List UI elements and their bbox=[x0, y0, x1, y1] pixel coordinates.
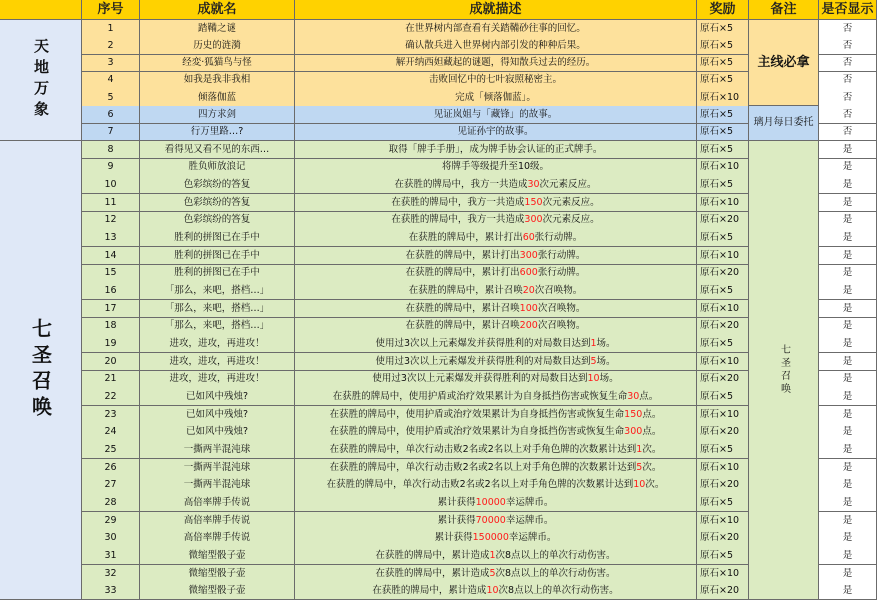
description-highlight-number: 150000 bbox=[472, 532, 509, 544]
row-index: 16 bbox=[82, 282, 140, 300]
row-reward: 原石×5 bbox=[697, 335, 749, 353]
description-text: 完成「倾落伽蓝」。 bbox=[455, 91, 536, 103]
description-text: 场。 bbox=[596, 355, 616, 367]
row-name: 「那么，来吧，搭档…」 bbox=[140, 282, 295, 300]
row-index: 33 bbox=[82, 582, 140, 600]
row-index: 10 bbox=[82, 176, 140, 194]
row-reward: 原石×10 bbox=[697, 300, 749, 318]
row-reward: 原石×5 bbox=[697, 20, 749, 38]
note-liyue-daily: 璃月每日委托 bbox=[749, 106, 819, 141]
row-reward: 原石×20 bbox=[697, 476, 749, 494]
row-description bbox=[295, 229, 697, 247]
row-shown: 否 bbox=[819, 124, 877, 142]
description-text: 次。 bbox=[642, 461, 662, 473]
row-reward: 原石×10 bbox=[697, 89, 749, 107]
description-text: 场。 bbox=[599, 373, 619, 385]
description-text: 张行动牌。 bbox=[537, 249, 586, 261]
description-text: 点。 bbox=[642, 426, 662, 438]
description-text: 次8点以上的单次行动伤害。 bbox=[495, 567, 616, 579]
row-shown: 是 bbox=[819, 353, 877, 371]
description-text: 次元素反应。 bbox=[539, 179, 597, 191]
row-description bbox=[295, 547, 697, 565]
description-highlight-number: 150 bbox=[624, 408, 643, 420]
description-text: 在世界树内部查看有关踏鞴砂往事的回忆。 bbox=[405, 22, 586, 34]
description-text: 次。 bbox=[645, 479, 665, 491]
row-shown: 是 bbox=[819, 159, 877, 177]
description-highlight-number: 1 bbox=[636, 443, 643, 455]
row-shown: 是 bbox=[819, 388, 877, 406]
group-label: 天地万象 bbox=[32, 38, 50, 122]
row-description bbox=[295, 476, 697, 494]
row-shown: 是 bbox=[819, 423, 877, 441]
description-highlight-number: 150 bbox=[524, 196, 543, 208]
row-description bbox=[295, 72, 697, 90]
header-reward: 奖励 bbox=[697, 0, 749, 20]
row-shown: 是 bbox=[819, 247, 877, 265]
row-description bbox=[295, 318, 697, 336]
row-description bbox=[295, 55, 697, 73]
description-highlight-number: 300 bbox=[519, 249, 538, 261]
description-highlight-number: 10 bbox=[486, 585, 499, 597]
description-text: 次。 bbox=[642, 443, 662, 455]
row-description bbox=[295, 176, 697, 194]
row-reward: 原石×5 bbox=[697, 282, 749, 300]
description-highlight-number: 10000 bbox=[475, 496, 506, 508]
header-index: 序号 bbox=[82, 0, 140, 20]
row-description bbox=[295, 124, 697, 142]
description-text: 击败回忆中的七叶寂照秘密主。 bbox=[428, 74, 562, 86]
row-description bbox=[295, 529, 697, 547]
description-text: 在获胜的牌局中，累计打出 bbox=[405, 267, 520, 279]
row-shown: 是 bbox=[819, 494, 877, 512]
description-text: 见证岚姐与「藏锋」的故事。 bbox=[433, 109, 558, 121]
description-text: 累计获得 bbox=[434, 532, 473, 544]
row-reward: 原石×5 bbox=[697, 141, 749, 159]
row-name: 色彩缤纷的答复 bbox=[140, 176, 295, 194]
row-shown: 是 bbox=[819, 406, 877, 424]
row-index: 2 bbox=[82, 37, 140, 55]
row-reward: 原石×20 bbox=[697, 529, 749, 547]
row-name: 进攻，进攻，再进攻！ bbox=[140, 353, 295, 371]
row-shown: 否 bbox=[819, 89, 877, 107]
group-label: 七圣召唤 bbox=[28, 318, 53, 422]
row-description bbox=[295, 106, 697, 124]
row-index: 30 bbox=[82, 529, 140, 547]
description-highlight-number: 30 bbox=[527, 179, 540, 191]
row-index: 19 bbox=[82, 335, 140, 353]
row-description bbox=[295, 141, 697, 159]
description-text: 在获胜的牌局中，累计造成 bbox=[372, 585, 487, 597]
description-highlight-number: 5 bbox=[590, 355, 597, 367]
description-text: 点。 bbox=[639, 390, 659, 402]
row-name: 已如风中残烛? bbox=[140, 388, 295, 406]
row-reward: 原石×5 bbox=[697, 176, 749, 194]
note-tcg-label: 七圣召唤 bbox=[778, 344, 790, 396]
description-highlight-number: 5 bbox=[636, 461, 643, 473]
row-index: 13 bbox=[82, 229, 140, 247]
row-description bbox=[295, 159, 697, 177]
row-name: 色彩缤纷的答复 bbox=[140, 194, 295, 212]
row-reward: 原石×20 bbox=[697, 371, 749, 389]
row-shown: 是 bbox=[819, 547, 877, 565]
row-index: 29 bbox=[82, 512, 140, 530]
row-name: 「那么，来吧，搭档…」 bbox=[140, 300, 295, 318]
description-text: 解开纳西妲藏起的谜题，得知散兵过去的经历。 bbox=[395, 57, 596, 69]
row-shown: 是 bbox=[819, 318, 877, 336]
row-shown: 是 bbox=[819, 212, 877, 230]
header-shown: 是否显示 bbox=[819, 0, 877, 20]
row-reward: 原石×20 bbox=[697, 423, 749, 441]
group-tiandi-wanxiang bbox=[0, 20, 82, 141]
row-index: 21 bbox=[82, 371, 140, 389]
description-text: 在获胜的牌局中，使用护盾或治疗效果累计为自身抵挡伤害或恢复生命 bbox=[329, 426, 625, 438]
row-reward: 原石×10 bbox=[697, 565, 749, 583]
description-text: 在获胜的牌局中，累计打出 bbox=[408, 232, 523, 244]
description-text: 张行动牌。 bbox=[537, 267, 586, 279]
row-description bbox=[295, 512, 697, 530]
row-index: 20 bbox=[82, 353, 140, 371]
row-shown: 是 bbox=[819, 476, 877, 494]
row-name: 倾落伽蓝 bbox=[140, 89, 295, 107]
row-index: 24 bbox=[82, 423, 140, 441]
row-shown: 是 bbox=[819, 229, 877, 247]
description-highlight-number: 300 bbox=[524, 214, 543, 226]
row-shown: 是 bbox=[819, 335, 877, 353]
description-text: 在获胜的牌局中，累计造成 bbox=[375, 567, 490, 579]
row-name: 色彩缤纷的答复 bbox=[140, 212, 295, 230]
row-index: 26 bbox=[82, 459, 140, 477]
row-description bbox=[295, 265, 697, 283]
row-name: 胜利的拼图已在手中 bbox=[140, 229, 295, 247]
row-shown: 是 bbox=[819, 282, 877, 300]
description-highlight-number: 1 bbox=[489, 549, 496, 561]
row-reward: 原石×5 bbox=[697, 55, 749, 73]
row-description bbox=[295, 37, 697, 55]
description-text: 在获胜的牌局中，累计召唤 bbox=[405, 302, 520, 314]
row-reward: 原石×10 bbox=[697, 194, 749, 212]
row-name: 高倍率牌手传说 bbox=[140, 512, 295, 530]
row-name: 胜负师放浪记 bbox=[140, 159, 295, 177]
row-reward: 原石×5 bbox=[697, 547, 749, 565]
description-text: 确认散兵进入世界树内部引发的种种后果。 bbox=[405, 39, 586, 51]
row-name: 四方求剑 bbox=[140, 106, 295, 124]
row-index: 6 bbox=[82, 106, 140, 124]
description-text: 累计获得 bbox=[437, 514, 476, 526]
row-description bbox=[295, 353, 697, 371]
row-reward: 原石×10 bbox=[697, 159, 749, 177]
row-name: 进攻，进攻，再进攻！ bbox=[140, 371, 295, 389]
description-text: 在获胜的牌局中，单次行动击败2名或2名以上对手角色牌的次数累计达到 bbox=[329, 443, 637, 455]
row-index: 7 bbox=[82, 124, 140, 142]
row-description bbox=[295, 300, 697, 318]
description-text: 张行动牌。 bbox=[534, 232, 583, 244]
description-text: 次元素反应。 bbox=[542, 214, 600, 226]
row-index: 12 bbox=[82, 212, 140, 230]
description-text: 次8点以上的单次行动伤害。 bbox=[495, 549, 616, 561]
description-highlight-number: 300 bbox=[624, 426, 643, 438]
row-description bbox=[295, 282, 697, 300]
row-shown: 否 bbox=[819, 72, 877, 90]
row-index: 8 bbox=[82, 141, 140, 159]
row-shown: 是 bbox=[819, 565, 877, 583]
description-text: 幸运牌币。 bbox=[508, 532, 557, 544]
description-text: 在获胜的牌局中，使用护盾或治疗效果累计为自身抵挡伤害或恢复生命 bbox=[329, 408, 625, 420]
row-name: 历史的涟漪 bbox=[140, 37, 295, 55]
description-highlight-number: 600 bbox=[519, 267, 538, 279]
row-name: 如我是我非我相 bbox=[140, 72, 295, 90]
row-name: 胜利的拼图已在手中 bbox=[140, 265, 295, 283]
row-description bbox=[295, 582, 697, 600]
description-text: 取得「牌手手册」，成为牌手协会认证的正式牌手。 bbox=[388, 143, 603, 155]
description-text: 场。 bbox=[596, 338, 616, 349]
description-text: 点。 bbox=[642, 408, 662, 420]
row-index: 23 bbox=[82, 406, 140, 424]
row-name: 微缩型骰子壶 bbox=[140, 547, 295, 565]
description-text: 累计获得 bbox=[437, 496, 476, 508]
row-index: 18 bbox=[82, 318, 140, 336]
description-highlight-number: 10 bbox=[587, 373, 600, 385]
row-index: 22 bbox=[82, 388, 140, 406]
row-reward: 原石×10 bbox=[697, 353, 749, 371]
row-description bbox=[295, 20, 697, 38]
description-highlight-number: 100 bbox=[519, 302, 538, 314]
row-shown: 否 bbox=[819, 20, 877, 38]
description-highlight-number: 5 bbox=[489, 567, 496, 579]
row-index: 27 bbox=[82, 476, 140, 494]
row-index: 14 bbox=[82, 247, 140, 265]
description-text: 在获胜的牌局中，我方一共造成 bbox=[391, 196, 525, 208]
description-text: 次8点以上的单次行动伤害。 bbox=[498, 585, 619, 597]
description-text: 次召唤物。 bbox=[537, 302, 586, 314]
row-name: 胜利的拼图已在手中 bbox=[140, 247, 295, 265]
row-description bbox=[295, 247, 697, 265]
description-text: 使用过3次以上元素爆发并获得胜利的对局数目达到 bbox=[375, 338, 591, 349]
row-name: 一撕两半混沌球 bbox=[140, 459, 295, 477]
row-description bbox=[295, 459, 697, 477]
row-reward: 原石×5 bbox=[697, 388, 749, 406]
row-shown: 否 bbox=[819, 55, 877, 73]
description-text: 见证孙宇的故事。 bbox=[457, 126, 534, 138]
row-shown: 是 bbox=[819, 582, 877, 600]
row-shown: 是 bbox=[819, 441, 877, 459]
row-shown: 是 bbox=[819, 512, 877, 530]
row-name: 高倍率牌手传说 bbox=[140, 529, 295, 547]
row-index: 3 bbox=[82, 55, 140, 73]
row-index: 15 bbox=[82, 265, 140, 283]
description-highlight-number: 20 bbox=[522, 285, 535, 297]
description-text: 使用过3次以上元素爆发并获得胜利的对局数目达到 bbox=[375, 355, 591, 367]
description-text: 在获胜的牌局中，累计造成 bbox=[375, 549, 490, 561]
header-name: 成就名 bbox=[140, 0, 295, 20]
row-name: 微缩型骰子壶 bbox=[140, 582, 295, 600]
description-text: 在获胜的牌局中，我方一共造成 bbox=[394, 179, 528, 191]
description-text: 在获胜的牌局中，单次行动击败2名或2名以上对手角色牌的次数累计达到 bbox=[326, 479, 634, 491]
row-reward: 原石×5 bbox=[697, 106, 749, 124]
description-highlight-number: 70000 bbox=[475, 514, 506, 526]
row-name: 经変·狐猫鸟与怪 bbox=[140, 55, 295, 73]
description-text: 次元素反应。 bbox=[542, 196, 600, 208]
row-name: 微缩型骰子壶 bbox=[140, 565, 295, 583]
row-name: 高倍率牌手传说 bbox=[140, 494, 295, 512]
row-description bbox=[295, 371, 697, 389]
row-description bbox=[295, 494, 697, 512]
description-highlight-number: 1 bbox=[590, 338, 597, 349]
header-description: 成就描述 bbox=[295, 0, 697, 20]
row-reward: 原石×5 bbox=[697, 72, 749, 90]
row-shown: 是 bbox=[819, 265, 877, 283]
row-name: 行万里路…? bbox=[140, 124, 295, 142]
description-text: 幸运牌币。 bbox=[505, 514, 554, 526]
row-reward: 原石×20 bbox=[697, 265, 749, 283]
row-name: 已如风中残烛? bbox=[140, 423, 295, 441]
row-shown: 是 bbox=[819, 141, 877, 159]
group-seven-saints bbox=[0, 141, 82, 600]
row-shown: 是 bbox=[819, 529, 877, 547]
description-text: 在获胜的牌局中，累计召唤 bbox=[405, 320, 520, 332]
row-reward: 原石×5 bbox=[697, 124, 749, 142]
row-reward: 原石×20 bbox=[697, 318, 749, 336]
note-tcg bbox=[749, 141, 819, 600]
row-reward: 原石×20 bbox=[697, 582, 749, 600]
row-name: 进攻，进攻，再进攻！ bbox=[140, 335, 295, 353]
row-shown: 是 bbox=[819, 459, 877, 477]
header-note: 备注 bbox=[749, 0, 819, 20]
row-shown: 是 bbox=[819, 194, 877, 212]
header-group-cell bbox=[0, 0, 82, 20]
row-description bbox=[295, 565, 697, 583]
row-shown: 是 bbox=[819, 300, 877, 318]
row-index: 5 bbox=[82, 89, 140, 107]
description-highlight-number: 200 bbox=[519, 320, 538, 332]
row-reward: 原石×10 bbox=[697, 459, 749, 477]
description-highlight-number: 60 bbox=[522, 232, 535, 244]
row-reward: 原石×5 bbox=[697, 37, 749, 55]
row-index: 32 bbox=[82, 565, 140, 583]
row-index: 17 bbox=[82, 300, 140, 318]
description-text: 在获胜的牌局中，使用护盾或治疗效果累计为自身抵挡伤害或恢复生命 bbox=[332, 390, 628, 402]
row-index: 11 bbox=[82, 194, 140, 212]
row-shown: 是 bbox=[819, 371, 877, 389]
row-index: 4 bbox=[82, 72, 140, 90]
row-index: 1 bbox=[82, 20, 140, 38]
description-text: 在获胜的牌局中，单次行动击败2名或2名以上对手角色牌的次数累计达到 bbox=[329, 461, 637, 473]
row-index: 25 bbox=[82, 441, 140, 459]
description-text: 幸运牌币。 bbox=[505, 496, 554, 508]
note-main-story: 主线必拿 bbox=[749, 20, 819, 106]
row-name: 「那么，来吧，搭档…」 bbox=[140, 318, 295, 336]
description-text: 次召唤物。 bbox=[537, 320, 586, 332]
row-name: 一撕两半混沌球 bbox=[140, 476, 295, 494]
row-index: 28 bbox=[82, 494, 140, 512]
description-text: 将牌手等级提升至10级。 bbox=[441, 161, 550, 173]
row-shown: 是 bbox=[819, 176, 877, 194]
row-shown: 否 bbox=[819, 106, 877, 124]
description-text: 在获胜的牌局中，累计打出 bbox=[405, 249, 520, 261]
row-name: 已如风中残烛? bbox=[140, 406, 295, 424]
description-text: 使用过3次以上元素爆发并获得胜利的对局数目达到 bbox=[372, 373, 588, 385]
row-description bbox=[295, 89, 697, 107]
row-description bbox=[295, 212, 697, 230]
description-highlight-number: 10 bbox=[633, 479, 646, 491]
description-text: 次召唤物。 bbox=[534, 285, 583, 297]
description-highlight-number: 30 bbox=[627, 390, 640, 402]
row-index: 9 bbox=[82, 159, 140, 177]
row-name: 看得见又看不见的东西… bbox=[140, 141, 295, 159]
row-index: 31 bbox=[82, 547, 140, 565]
row-description bbox=[295, 441, 697, 459]
row-reward: 原石×5 bbox=[697, 441, 749, 459]
row-description bbox=[295, 388, 697, 406]
row-name: 踏鞴之谜 bbox=[140, 20, 295, 38]
row-reward: 原石×20 bbox=[697, 212, 749, 230]
description-text: 在获胜的牌局中，我方一共造成 bbox=[391, 214, 525, 226]
row-reward: 原石×10 bbox=[697, 247, 749, 265]
row-description bbox=[295, 406, 697, 424]
row-reward: 原石×10 bbox=[697, 512, 749, 530]
row-description bbox=[295, 335, 697, 353]
row-name: 一撕两半混沌球 bbox=[140, 441, 295, 459]
row-description bbox=[295, 423, 697, 441]
description-text: 在获胜的牌局中，累计召唤 bbox=[408, 285, 523, 297]
row-reward: 原石×5 bbox=[697, 494, 749, 512]
row-reward: 原石×10 bbox=[697, 406, 749, 424]
row-description bbox=[295, 194, 697, 212]
row-reward: 原石×5 bbox=[697, 229, 749, 247]
row-shown: 否 bbox=[819, 37, 877, 55]
